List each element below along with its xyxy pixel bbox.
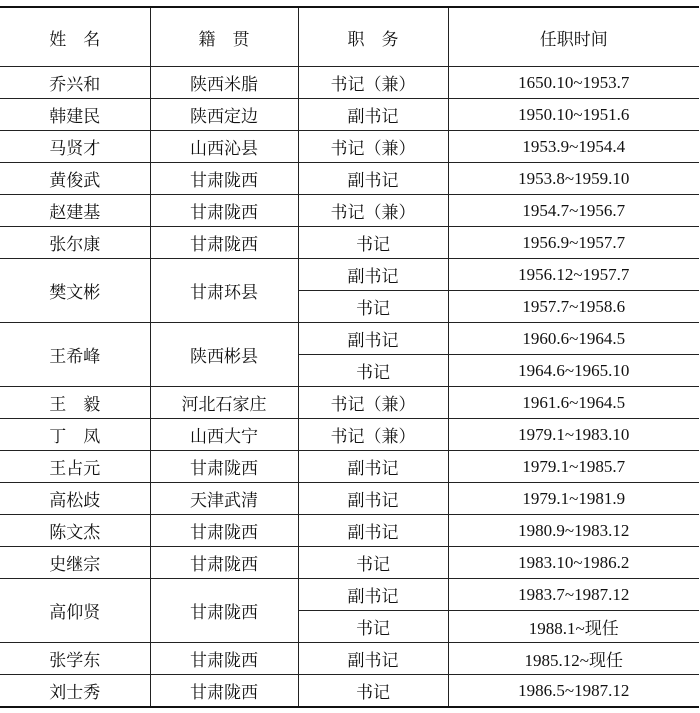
cell-post: 书记（兼） xyxy=(298,195,448,227)
cell-origin: 山西大宁 xyxy=(150,419,298,451)
cell-post: 书记（兼） xyxy=(298,131,448,163)
cell-origin: 陕西彬县 xyxy=(150,323,298,387)
cell-origin: 河北石家庄 xyxy=(150,387,298,419)
cell-term: 1980.9~1983.12 xyxy=(448,515,699,547)
cell-name: 王 毅 xyxy=(0,387,150,419)
cell-origin: 甘肃陇西 xyxy=(150,643,298,675)
table-row xyxy=(0,387,699,419)
cell-post: 书记（兼） xyxy=(298,67,448,99)
cell-name: 张尔康 xyxy=(0,227,150,259)
cell-name: 丁 凤 xyxy=(0,419,150,451)
table-row xyxy=(0,419,699,451)
cell-name: 黄俊武 xyxy=(0,163,150,195)
cell-post: 书记 xyxy=(298,547,448,579)
cell-origin: 陕西米脂 xyxy=(150,67,298,99)
cell-name: 赵建基 xyxy=(0,195,150,227)
cell-term: 1985.12~现任 xyxy=(448,643,699,675)
cell-name: 樊文彬 xyxy=(0,259,150,323)
cell-post: 副书记 xyxy=(298,483,448,515)
cell-post: 副书记 xyxy=(298,643,448,675)
cell-post: 副书记 xyxy=(298,323,448,355)
cell-post: 副书记 xyxy=(298,515,448,547)
cell-origin: 甘肃陇西 xyxy=(150,451,298,483)
table-row xyxy=(0,451,699,483)
cell-term: 1986.5~1987.12 xyxy=(448,675,699,708)
cell-term: 1956.9~1957.7 xyxy=(448,227,699,259)
cell-origin: 甘肃陇西 xyxy=(150,195,298,227)
cell-post: 书记 xyxy=(298,355,448,387)
cell-name: 张学东 xyxy=(0,643,150,675)
cell-term: 1953.9~1954.4 xyxy=(448,131,699,163)
cell-name: 高松歧 xyxy=(0,483,150,515)
cell-term: 1983.7~1987.12 xyxy=(448,579,699,611)
table-row xyxy=(0,227,699,259)
cell-name: 韩建民 xyxy=(0,99,150,131)
cell-post: 书记 xyxy=(298,675,448,708)
cell-term: 1983.10~1986.2 xyxy=(448,547,699,579)
cell-origin: 甘肃环县 xyxy=(150,259,298,323)
table-row xyxy=(0,195,699,227)
table-row xyxy=(0,643,699,675)
cell-name: 陈文杰 xyxy=(0,515,150,547)
table-row xyxy=(0,259,699,291)
table-row xyxy=(0,67,699,99)
cell-term: 1979.1~1981.9 xyxy=(448,483,699,515)
cell-post: 书记（兼） xyxy=(298,387,448,419)
cell-post: 副书记 xyxy=(298,163,448,195)
cell-origin: 山西沁县 xyxy=(150,131,298,163)
cell-name: 马贤才 xyxy=(0,131,150,163)
cell-post: 书记 xyxy=(298,291,448,323)
cell-term: 1950.10~1951.6 xyxy=(448,99,699,131)
cell-term: 1964.6~1965.10 xyxy=(448,355,699,387)
table-header xyxy=(0,7,699,67)
header-term: 任职时间 xyxy=(448,7,699,67)
cell-term: 1979.1~1983.10 xyxy=(448,419,699,451)
cell-post: 副书记 xyxy=(298,579,448,611)
table-body xyxy=(0,67,699,708)
header-origin: 籍 贯 xyxy=(150,7,298,67)
cell-origin: 甘肃陇西 xyxy=(150,163,298,195)
cell-origin: 甘肃陇西 xyxy=(150,675,298,708)
cell-term: 1953.8~1959.10 xyxy=(448,163,699,195)
table-row xyxy=(0,547,699,579)
cell-name: 高仰贤 xyxy=(0,579,150,643)
cell-term: 1956.12~1957.7 xyxy=(448,259,699,291)
cell-post: 副书记 xyxy=(298,259,448,291)
cell-term: 1979.1~1985.7 xyxy=(448,451,699,483)
cell-post: 书记（兼） xyxy=(298,419,448,451)
table-row xyxy=(0,579,699,611)
table-row xyxy=(0,515,699,547)
cell-origin: 天津武清 xyxy=(150,483,298,515)
cell-term: 1960.6~1964.5 xyxy=(448,323,699,355)
header-post: 职 务 xyxy=(298,7,448,67)
cell-origin: 甘肃陇西 xyxy=(150,227,298,259)
table-row xyxy=(0,163,699,195)
cell-term: 1954.7~1956.7 xyxy=(448,195,699,227)
header-row xyxy=(0,7,699,67)
cell-name: 刘士秀 xyxy=(0,675,150,708)
cell-post: 书记 xyxy=(298,227,448,259)
cell-name: 王占元 xyxy=(0,451,150,483)
table-row xyxy=(0,323,699,355)
cell-post: 书记 xyxy=(298,611,448,643)
cell-origin: 甘肃陇西 xyxy=(150,579,298,643)
cell-post: 副书记 xyxy=(298,99,448,131)
cell-origin: 陕西定边 xyxy=(150,99,298,131)
table-row xyxy=(0,99,699,131)
cell-name: 乔兴和 xyxy=(0,67,150,99)
cell-term: 1961.6~1964.5 xyxy=(448,387,699,419)
table-row xyxy=(0,483,699,515)
cell-term: 1650.10~1953.7 xyxy=(448,67,699,99)
cell-term: 1988.1~现任 xyxy=(448,611,699,643)
table-row xyxy=(0,675,699,708)
officials-table xyxy=(0,6,699,708)
cell-name: 王希峰 xyxy=(0,323,150,387)
cell-post: 副书记 xyxy=(298,451,448,483)
cell-term: 1957.7~1958.6 xyxy=(448,291,699,323)
header-name: 姓 名 xyxy=(0,7,150,67)
cell-origin: 甘肃陇西 xyxy=(150,547,298,579)
cell-name: 史继宗 xyxy=(0,547,150,579)
table-row xyxy=(0,131,699,163)
cell-origin: 甘肃陇西 xyxy=(150,515,298,547)
